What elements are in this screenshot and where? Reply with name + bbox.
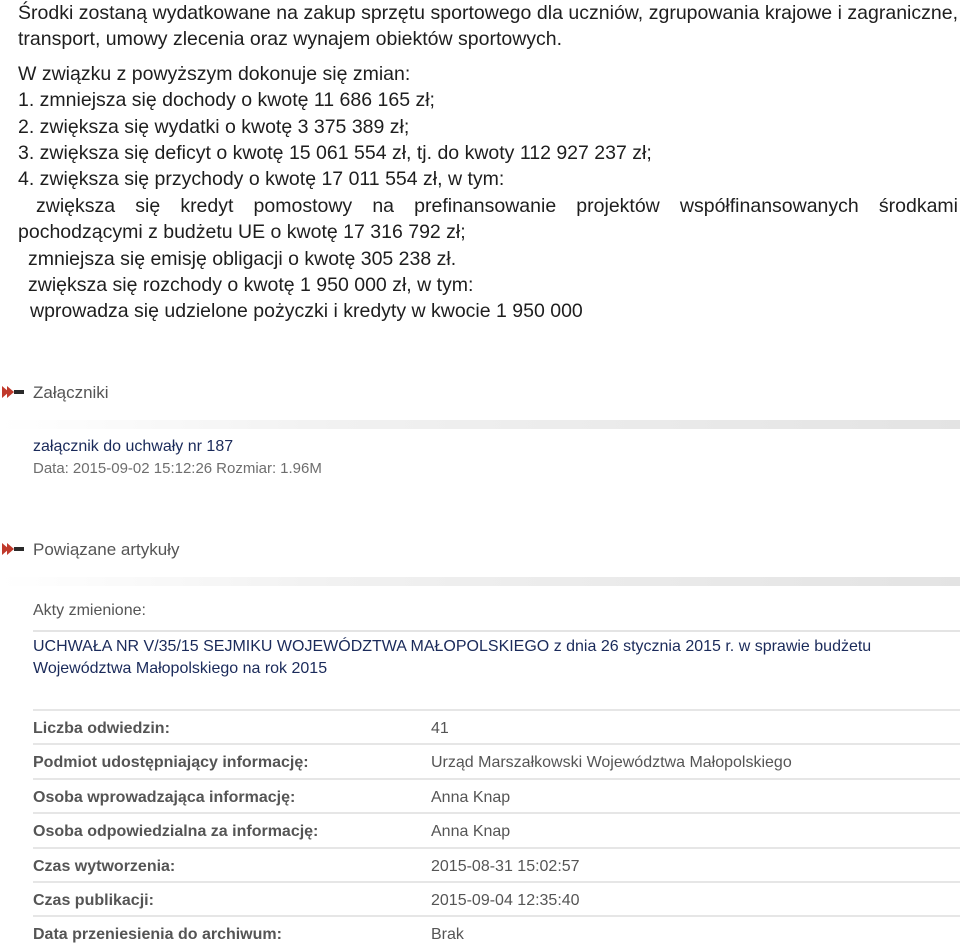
- meta-row-published: [33, 881, 960, 915]
- double-arrow-icon: [2, 385, 24, 399]
- change-4-credit: zwiększa się kredyt pomostowy na prefinansowanie projektów współfinansowanych środkami pochodzącymi z budżetu UE o kwotę 17 316 792 zł;: [18, 194, 958, 244]
- attachment-size: 1.96M: [280, 460, 322, 477]
- meta-row-entered-by: [33, 778, 960, 812]
- section-divider: [0, 420, 960, 429]
- meta-row-visits: [33, 709, 960, 743]
- meta-label: Czas publikacji:: [33, 891, 154, 909]
- article-body: [18, 0, 958, 325]
- related-title: Powiązane artykuły: [33, 540, 180, 559]
- change-4: 4. zwiększa się przychody o kwotę 17 011 554 zł, w tym:: [18, 168, 505, 191]
- meta-value: Anna Knap: [431, 823, 511, 841]
- metadata-table: [33, 709, 960, 950]
- amended-acts-label: Akty zmienione:: [33, 602, 146, 619]
- meta-value: Anna Knap: [431, 788, 511, 806]
- meta-label: Podmiot udostępniający informację:: [33, 754, 309, 772]
- paragraph-funds: Środki zostaną wydatkowane na zakup sprzętu sportowego dla uczniów, zgrupowania krajowe i zagraniczne, transport, umowy zlecenia oraz wynajem obiektów sportowych.: [18, 2, 958, 51]
- change-loans: wprowadza się udzielone pożyczki i kredyty w kwocie 1 950 000: [30, 300, 583, 323]
- meta-value: Urząd Marszałkowski Województwa Małopolskiego: [431, 754, 792, 772]
- changes-intro: W związku z powyższym dokonuje się zmian:: [18, 62, 411, 85]
- meta-value: 41: [431, 720, 449, 737]
- attachments-section: [0, 383, 960, 429]
- meta-label: Osoba wprowadzająca informację:: [33, 788, 296, 806]
- change-expenditures: zwiększa się rozchody o kwotę 1 950 000 zł, w tym:: [28, 274, 474, 297]
- attachment-meta: [33, 460, 326, 477]
- attachment-size-label: Rozmiar:: [216, 460, 277, 477]
- meta-label: Liczba odwiedzin:: [33, 720, 170, 737]
- acts-divider: [33, 630, 960, 632]
- attachments-title: Załączniki: [33, 383, 109, 402]
- meta-value: 2015-09-04 12:35:40: [431, 891, 580, 909]
- change-2: 2. zwiększa się wydatki o kwotę 3 375 389 zł;: [18, 115, 410, 138]
- meta-row-created: [33, 847, 960, 881]
- meta-label: Czas wytworzenia:: [33, 857, 176, 875]
- double-arrow-icon: [2, 542, 24, 556]
- attachment-date: 2015-09-02 15:12:26: [72, 460, 213, 477]
- section-divider: [0, 577, 960, 586]
- attachment-date-label: Data:: [33, 460, 69, 477]
- meta-label: Data przeniesienia do archiwum:: [33, 926, 282, 944]
- amended-act-link[interactable]: UCHWAŁA NR V/35/15 SEJMIKU WOJEWÓDZTWA MAŁOPOLSKIEGO z dnia 26 stycznia 2015 r. w sprawie budżetu Województwa Małopolskiego na rok 2015: [33, 638, 872, 677]
- meta-value: Brak: [431, 926, 464, 944]
- meta-row-responsible: [33, 812, 960, 846]
- meta-row-publisher: [33, 743, 960, 777]
- related-section: [0, 540, 960, 586]
- attachment-link[interactable]: załącznik do uchwały nr 187: [33, 438, 234, 455]
- meta-row-archived: [33, 915, 960, 949]
- change-1: 1. zmniejsza się dochody o kwotę 11 686 165 zł;: [18, 89, 435, 112]
- meta-label: Osoba odpowiedzialna za informację:: [33, 823, 319, 841]
- change-4-bonds: zmniejsza się emisję obligacji o kwotę 305 238 zł.: [28, 247, 457, 270]
- meta-value: 2015-08-31 15:02:57: [431, 857, 580, 875]
- change-3: 3. zwiększa się deficyt o kwotę 15 061 554 zł, tj. do kwoty 112 927 237 zł;: [18, 142, 652, 165]
